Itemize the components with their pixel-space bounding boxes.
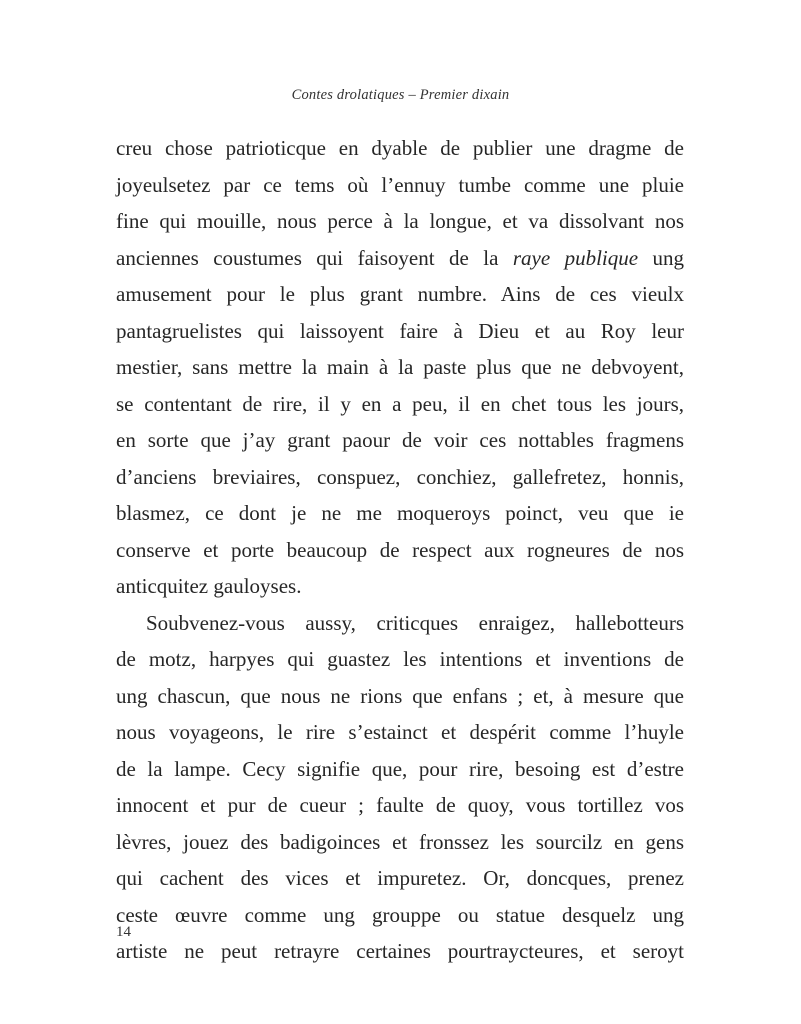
paragraph-2 bbox=[116, 605, 684, 970]
text-line: ceste œuvre comme ung grouppe ou statue desquelz ung bbox=[116, 902, 684, 927]
text-line: se contentant de rire, il y en a peu, il en chet tous les jours, bbox=[116, 391, 684, 416]
text-segment: ung bbox=[652, 245, 685, 270]
paragraph-1 bbox=[116, 130, 684, 605]
text-line: d’anciens breviaires, conspuez, conchiez, gallefretez, honnis, bbox=[116, 464, 684, 489]
text-line: Soubvenez-vous aussy, criticques enraigez, hallebotteurs bbox=[146, 610, 684, 635]
text-line: artiste ne peut retrayre certaines pourtraycteures, et seroyt bbox=[116, 939, 684, 963]
page-number: 14 bbox=[116, 924, 131, 940]
italic-phrase: raye publique bbox=[512, 245, 639, 270]
text-line: ung chascun, que nous ne rions que enfans ; et, à mesure que bbox=[116, 683, 684, 708]
text-line: amusement pour le plus grant numbre. Ains de ces vieulx bbox=[116, 282, 684, 306]
text-line: conserve et porte beaucoup de respect aux rogneures de nos bbox=[116, 537, 684, 562]
text-line: creu chose patrioticque en dyable de publier une dragme de bbox=[116, 136, 684, 160]
text-line: nous voyageons, le rire s’estainct et despérit comme l’huyle bbox=[116, 720, 684, 744]
text-line: lèvres, jouez des badigoinces et fronssez les sourcilz en gens bbox=[116, 829, 684, 854]
text-line: fine qui mouille, nous perce à la longue, et va dissolvant nos bbox=[116, 209, 684, 233]
text-segment: anciennes coustumes qui faisoyent de la bbox=[116, 245, 499, 270]
text-line: joyeulsetez par ce tems où l’ennuy tumbe comme une pluie bbox=[116, 172, 684, 197]
text-line: blasmez, ce dont je ne me moqueroys poinct, veu que ie bbox=[116, 501, 684, 525]
text-line: en sorte que j’ay grant paour de voir ces nottables fragmens bbox=[116, 428, 684, 452]
text-line: pantagruelistes qui laissoyent faire à Dieu et au Roy leur bbox=[116, 318, 684, 343]
text-line: de motz, harpyes qui guastez les intentions et inventions de bbox=[116, 647, 684, 671]
text-line: mestier, sans mettre la main à la paste plus que ne debvoyent, bbox=[116, 355, 684, 379]
text-line: qui cachent des vices et impuretez. Or, doncques, prenez bbox=[116, 866, 684, 890]
text-line bbox=[116, 240, 684, 277]
body-text bbox=[116, 130, 684, 970]
text-line: anticquitez gauloyses. bbox=[116, 574, 302, 598]
text-line: de la lampe. Cecy signifie que, pour rire, besoing est d’estre bbox=[116, 756, 684, 781]
running-head: Contes drolatiques – Premier dixain bbox=[291, 87, 510, 103]
text-line: innocent et pur de cueur ; faulte de quoy, vous tortillez vos bbox=[116, 793, 684, 817]
